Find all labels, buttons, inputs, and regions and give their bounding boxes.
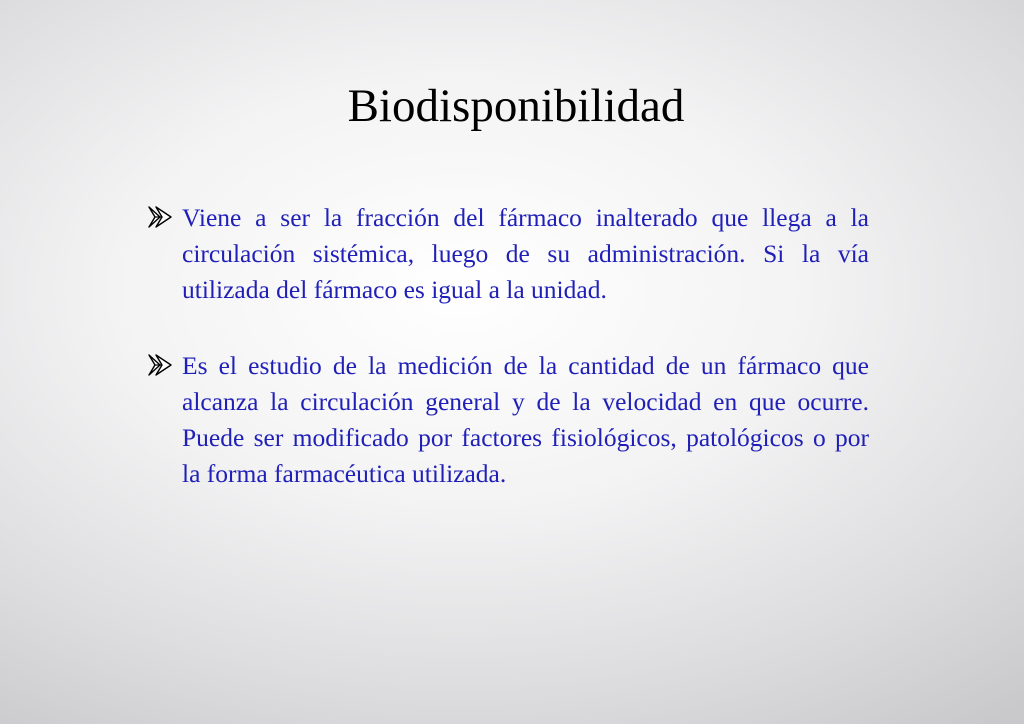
arrow-bullet-icon bbox=[147, 205, 173, 229]
slide-title: Biodisponibilidad bbox=[347, 80, 685, 132]
arrow-bullet-icon bbox=[147, 353, 173, 377]
bullet-item bbox=[147, 348, 869, 492]
bullet-text: Viene a ser la fracción del fármaco inalterado que llega a la circulación sistémica, luego de su administración. Si la vía utilizada del fármaco es igual a la unidad. bbox=[182, 203, 869, 304]
bullet-text: Es el estudio de la medición de la cantidad de un fármaco que alcanza la circulación general y de la velocidad en que ocurre. Puede ser modificado por factores fisiológicos, patológicos o por la forma farmacéutica utilizada. bbox=[182, 351, 869, 488]
bullet-list bbox=[147, 200, 869, 532]
bullet-item bbox=[147, 200, 869, 308]
